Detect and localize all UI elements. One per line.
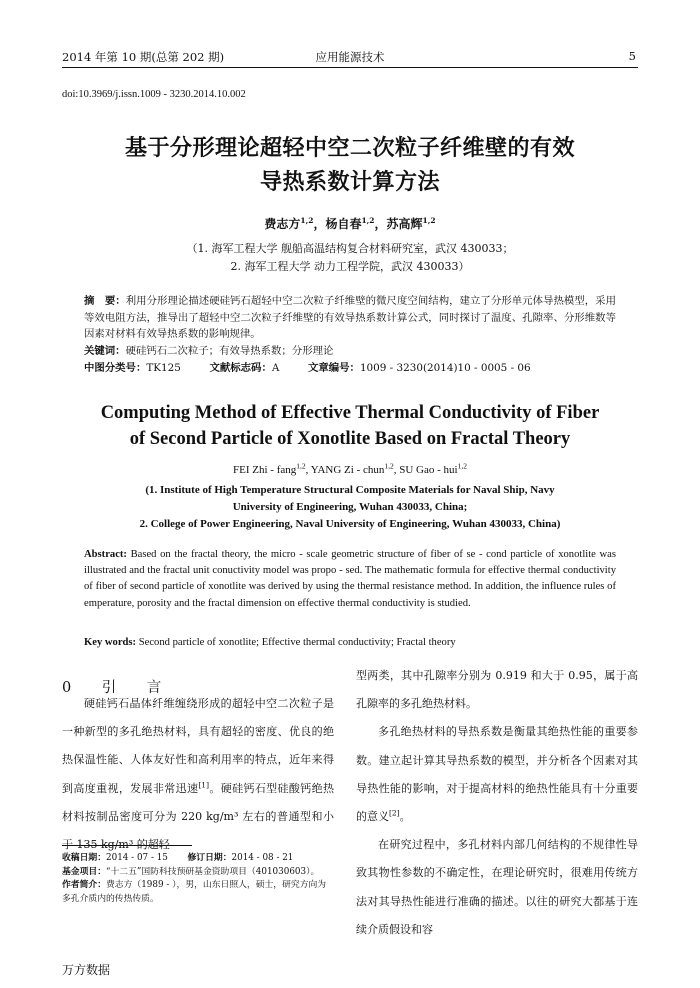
header-issue: 2014 年第 10 期(总第 202 期) bbox=[62, 50, 225, 64]
header-journal: 应用能源技术 bbox=[315, 50, 385, 64]
body-right-p3: 在研究过程中，多孔材料内部几何结构的不规律性导致其物性参数的不确定性，在理论研究时，很难用传统方法对其导热性能进行准确的描述。以往的研究大都基于连续介质假设和容 bbox=[356, 838, 638, 936]
watermark: 万方数据 bbox=[62, 963, 111, 977]
body-right-p1: 型两类，其中孔隙率分别为 0.919 和大于 0.95，属于高孔隙率的多孔绝热材料。 bbox=[356, 669, 638, 711]
title-en: Computing Method of Effective Thermal Conductivity of Fiber of Second Particle of Xonotlite Based on Fractal Theory bbox=[100, 403, 600, 449]
footnote bbox=[62, 852, 330, 906]
header-rule bbox=[62, 67, 638, 68]
body-right-column bbox=[356, 662, 638, 944]
authors-en: FEI Zhi - fang$^{1,2}$, YANG Zi - chun$^{1,2}$, SU Gao - hui$^{1,2}$ bbox=[233, 461, 467, 476]
footnote-bio: 作者简介：费志方（1989 - ），男，山东日照人，硕士，研究方向为多孔介质内的传热传质。 bbox=[62, 880, 327, 904]
doi: doi:10.3969/j.issn.1009 - 3230.2014.10.002 bbox=[62, 89, 246, 100]
keywords-cn: 关键词：硬硅钙石二次粒子；有效导热系数；分形理论 bbox=[84, 345, 334, 357]
footnote-dates: 收稿日期：2014 - 07 - 15 修订日期：2014 - 08 - 21 bbox=[62, 853, 294, 863]
footnote-rule bbox=[62, 845, 192, 846]
affiliations-cn: （1. 海军工程大学 舰船高温结构复合材料研究室，武汉 430033； 2. 海军工程大学 动力工程学院，武汉 430033） bbox=[186, 242, 514, 273]
body-right-p2: 多孔绝热材料的导热系数是衡量其绝热性能的重要参数。建立起计算其导热系数的模型，并分析各个因素对其导热性能的影响，对于提高材料的绝热性能具有十分重要的意义[2]。 bbox=[356, 725, 638, 824]
header-page-number: 5 bbox=[628, 49, 636, 63]
section-heading: 0 引 言 bbox=[62, 680, 170, 696]
affiliations-en: (1. Institute of High Temperature Structural Composite Materials for Naval Ship, Navy University of Engineering, Wuhan 430033, China; 2. College of Power Engineering, Naval University of Engineering, Wuhan 430033, China) bbox=[139, 484, 561, 530]
authors-cn: 费志方$^{1,2}$，杨自春$^{1,2}$，苏高辉$^{1,2}$ bbox=[264, 216, 436, 231]
abstract-en: Abstract: Based on the fractal theory, the micro - scale geometric structure of fiber of se - cond particle of xonotlite was illustrated and the fractal unit conuctivity model was propo - sed. The mathematic formula for effective thermal conductivity of fiber of second particle of xonotlite was derived by using the thermal resistance method. In addition, the influence rules of emperature, porosity and the fractal dimension on effective thermal conductivity is studied. bbox=[84, 549, 616, 609]
body-left-column: 硬硅钙石晶体纤维缠绕形成的超轻中空二次粒子是一种新型的多孔绝热材料，具有超轻的密度、优良的绝热保温性能、人体友好性和高利用率的特点，近年来得到高度重视，发展非常迅速[1]。硬硅钙石型硅酸钙绝热材料按制品密度可分为 220 kg/m³ 左右的普通型和小于 135 kg/m³ 的超轻 bbox=[62, 697, 335, 852]
title-cn-line-1: 基于分形理论超轻中空二次粒子纤维壁的有效 bbox=[124, 135, 575, 161]
abstract-cn: 摘 要：利用分形理论描述硬硅钙石超轻中空二次粒子纤维壁的微尺度空间结构，建立了分形单元体导热模型，采用等效电阻方法，推导出了超轻中空二次粒子纤维壁的有效导热系数计算公式，同时探讨了温度、孔隙率、分形维数等因素对材料有效导热系数的影响规律。 bbox=[84, 295, 617, 340]
title-cn-line-2: 导热系数计算方法 bbox=[259, 169, 440, 195]
footnote-fund: 基金项目：“十二五”国防科技预研基金资助项目（401030603）。 bbox=[62, 866, 320, 877]
keywords-en: Key words: Second particle of xonotlite; Effective thermal conductivity; Fractal theory bbox=[84, 637, 456, 648]
title-cn bbox=[60, 131, 640, 199]
classification-line: 中图分类号：TK125 文献标志码：A 文章编号：1009 - 3230(2014)10 - 0005 - 06 bbox=[84, 362, 531, 374]
